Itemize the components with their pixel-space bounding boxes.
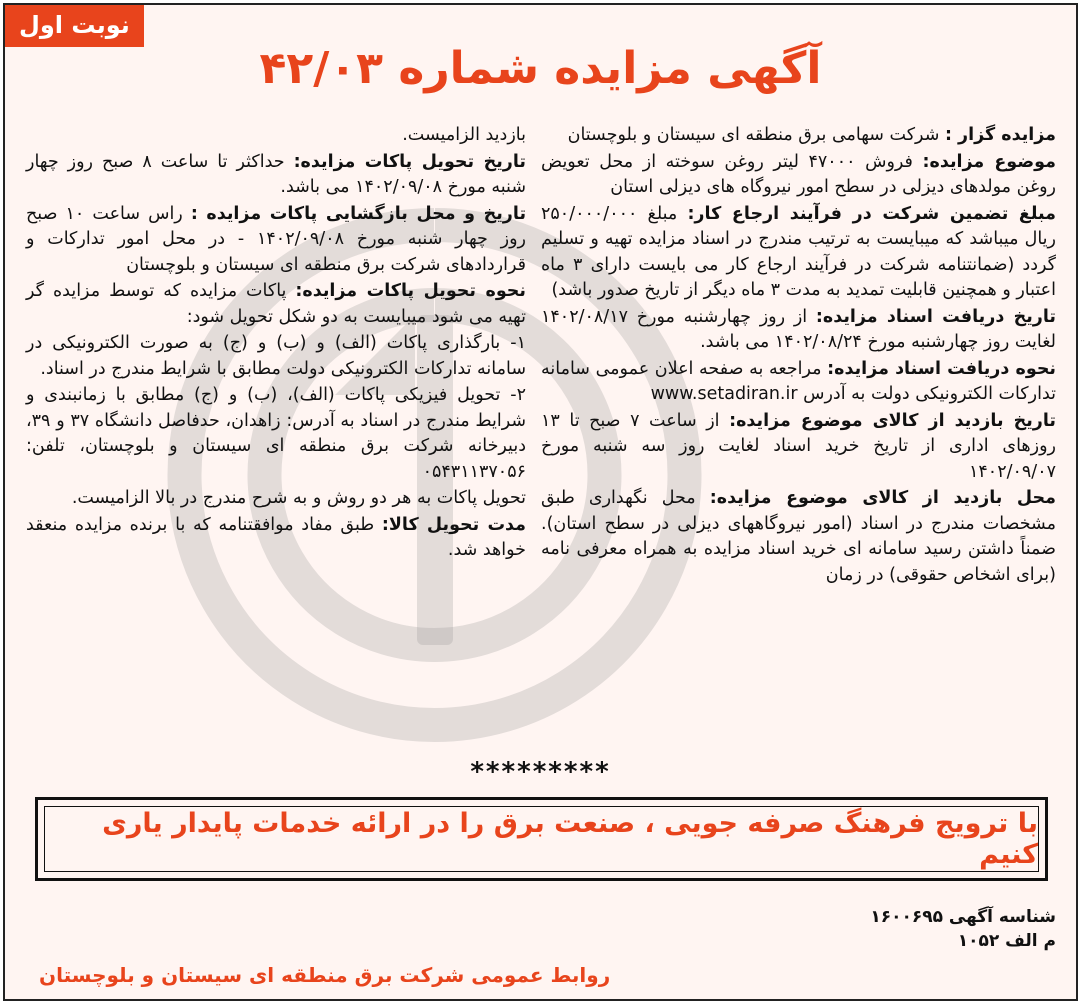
slogan-banner (35, 797, 1048, 881)
paragraph-text: پاکات مزایده که توسط مزایده گر تهیه می شود میبایست به دو شکل تحویل شود: (26, 281, 526, 327)
notice-paragraph (26, 279, 526, 330)
paragraph-text: ۲- تحویل فیزیکی پاکات (الف)، (ب) و (ج) مطابق با زمانبندی و شرایط مندرج در اسناد به آدرس: زاهدان، حدفاصل دانشگاه ۳۷ و ۳۹، دبیرخانه شرکت برق منطقه ای سیستان و بلوچستان، تلفن: ۰۵۴۳۱۱۳۷۰۵۶ (26, 385, 527, 482)
paragraph-text: مبلغ ۲۵۰/۰۰۰/۰۰۰ ریال میباشد که میبایست به ترتیب مندرج در اسناد مزایده تهیه و تسلیم گردد (ضمانتنامه شرکت در فرآیند ارجاع کار می بایست دارای ۳ ماه اعتبار و همچنین قابلیت تمدید به مدت ۳ ماه دیگر از تاریخ صدور باشد) (541, 203, 1057, 300)
notice-paragraph (541, 486, 1056, 588)
notice-paragraph (26, 383, 526, 485)
page-title: آگهی مزایده شماره ۴۲/۰۳ (259, 43, 822, 94)
paragraph-text: از ساعت ۷ صبح تا ۱۳ روزهای اداری از تاریخ خرید اسناد لغایت روز سه شنبه مورخ ۱۴۰۲/۰۹/۰۷ (541, 410, 1056, 482)
paragraph-label: مزایده گزار : (944, 125, 1056, 145)
paragraph-text: از روز چهارشنبه مورخ ۱۴۰۲/۰۸/۱۷ لغایت روز چهارشنبه مورخ ۱۴۰۲/۰۸/۲۴ می باشد. (541, 306, 1056, 352)
paragraph-label: محل بازدید از کالای موضوع مزایده: (709, 488, 1057, 508)
paragraph-text: شرکت سهامی برق منطقه ای سیستان و بلوچستان (567, 125, 945, 145)
notice-paragraph (541, 123, 1056, 149)
ad-id: شناسه آگهی ۱۶۰۰۶۹۵ (870, 907, 1056, 927)
paragraph-label: موضوع مزایده: (922, 151, 1056, 172)
paragraph-text: فروش ۴۷۰۰۰ لیتر روغن سوخته از محل تعویض روغن مولدهای دیزلی در سطح امور نیروگاه های دیزلی استان (541, 151, 1056, 197)
notice-paragraph (26, 123, 526, 149)
slogan-banner-inner (44, 806, 1039, 872)
paragraph-label: مبلغ تضمین شرکت در فرآیند ارجاع کار: (687, 203, 1057, 224)
paragraph-label: تاریخ بازدید از کالای موضوع مزایده: (729, 410, 1056, 431)
stars-divider: ********* (470, 757, 611, 787)
paragraph-label: مدت تحویل کالا: (381, 514, 526, 535)
notice-paragraph (26, 513, 526, 564)
paragraph-label: تاریخ و محل بازگشایی پاکات مزایده : (190, 203, 527, 224)
notice-paragraph (26, 331, 526, 382)
notice-paragraph (541, 409, 1056, 486)
left-text-column (26, 123, 526, 565)
paragraph-label: نحوه دریافت اسناد مزایده: (827, 358, 1056, 379)
right-text-column (541, 123, 1056, 589)
slogan-text: با ترویج فرهنگ صرفه جویی ، صنعت برق را در ارائه خدمات پایدار یاری کنیم (102, 808, 1038, 870)
website-url[interactable]: www.setadiran.ir (650, 384, 798, 404)
notice-paragraph (26, 486, 526, 512)
notice-paragraph (541, 202, 1056, 304)
paragraph-text: بازدید الزامیست. (402, 125, 526, 145)
paragraph-label: نحوه تحویل پاکات مزایده: (295, 281, 526, 301)
paragraph-text: حداکثر تا ساعت ۸ صبح روز چهار شنبه مورخ ۱۴۰۲/۰۹/۰۸ می باشد. (26, 151, 526, 197)
paragraph-text: طبق مفاد موافقتنامه که با برنده مزایده منعقد خواهد شد. (26, 514, 526, 560)
paragraph-text: راس ساعت ۱۰ صبح روز چهار شنبه مورخ ۱۴۰۲/۰۹/۰۸ - در محل امور تدارکات و قراردادهای شرکت برق منطقه ای سیستان و بلوچستان (26, 203, 527, 275)
paragraph-text: محل نگهداری طبق مشخصات مندرج در اسناد (امور نیروگاههای دیزلی در سطح استان). ضمناً داشتن رسید سامانه ای خرید اسناد مزایده به همراه معرفی نامه (برای اشخاص حقوقی) در زمان (541, 488, 1056, 585)
notice-paragraph (541, 357, 1056, 408)
ad-code: م الف ۱۰۵۲ (957, 931, 1056, 951)
paragraph-text: مراجعه به صفحه اعلان عمومی سامانه تدارکات الکترونیکی دولت به آدرس (541, 358, 1056, 404)
notice-round-tag: نوبت اول (5, 5, 144, 47)
public-relations-signature: روابط عمومی شرکت برق منطقه ای سیستان و بلوچستان (39, 963, 611, 987)
notice-paragraph (541, 305, 1056, 356)
notice-paragraph (26, 202, 526, 279)
paragraph-label: تاریخ تحویل پاکات مزایده: (293, 151, 526, 172)
paragraph-label: تاریخ دریافت اسناد مزایده: (815, 306, 1056, 327)
paragraph-text: ۱- بارگذاری پاکات (الف) و (ب) و (ج) به صورت الکترونیکی در سامانه تدارکات الکترونیکی دولت مطابق با شرایط مندرج در اسناد. (26, 333, 526, 379)
paragraph-text: تحویل پاکات به هر دو روش و به شرح مندرج در بالا الزامیست. (71, 488, 526, 508)
notice-paragraph (541, 150, 1056, 201)
notice-paragraph (26, 150, 526, 201)
footer-info (870, 905, 1056, 953)
notice-page (3, 3, 1078, 1001)
